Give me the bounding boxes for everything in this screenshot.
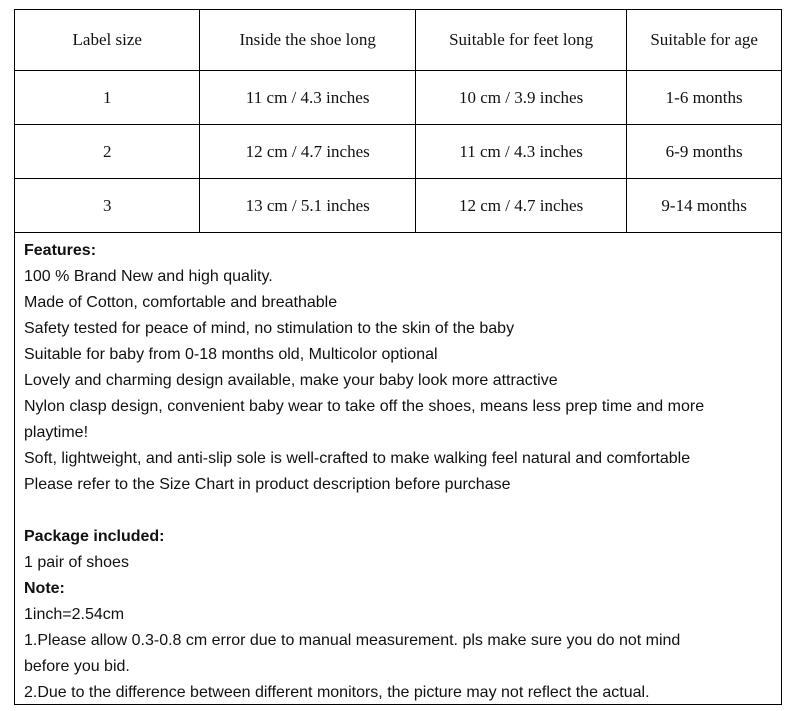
product-description: [14, 9, 782, 705]
note-item: 1.Please allow 0.3-0.8 cm error due to manual measurement. pls make sure you do not mind: [24, 632, 681, 649]
header-label-size: Label size: [15, 10, 200, 71]
table-row: [15, 71, 782, 125]
table-row: [15, 125, 782, 179]
spacer: [24, 498, 776, 524]
package-item: 1 pair of shoes: [24, 554, 129, 571]
feature-item: Soft, lightweight, and anti-slip sole is well-crafted to make walking feel natural and comfortable: [24, 450, 691, 467]
cell-label-size: 3: [15, 179, 200, 233]
note-heading: Note:: [24, 580, 65, 597]
cell-feet-long: 12 cm / 4.7 inches: [415, 179, 626, 233]
size-chart-table: [14, 9, 782, 233]
description-text: [24, 238, 776, 706]
cell-label-size: 2: [15, 125, 200, 179]
note-item: 1inch=2.54cm: [24, 606, 125, 623]
feature-item: Please refer to the Size Chart in product description before purchase: [24, 476, 511, 493]
feature-item: 100 % Brand New and high quality.: [24, 268, 273, 285]
feature-item: playtime!: [24, 424, 89, 441]
note-item: before you bid.: [24, 658, 130, 675]
table-row: [15, 179, 782, 233]
table-header-row: [15, 10, 782, 71]
feature-item: Made of Cotton, comfortable and breathable: [24, 294, 338, 311]
header-age: Suitable for age: [627, 10, 782, 71]
cell-age: 1-6 months: [627, 71, 782, 125]
cell-inside-shoe-long: 13 cm / 5.1 inches: [200, 179, 415, 233]
package-heading: Package included:: [24, 528, 165, 545]
note-item: 2.Due to the difference between different monitors, the picture may not reflect the actual.: [24, 684, 650, 701]
cell-feet-long: 11 cm / 4.3 inches: [415, 125, 626, 179]
cell-inside-shoe-long: 11 cm / 4.3 inches: [200, 71, 415, 125]
features-heading: Features:: [24, 242, 97, 259]
cell-feet-long: 10 cm / 3.9 inches: [415, 71, 626, 125]
feature-item: Suitable for baby from 0-18 months old, Multicolor optional: [24, 346, 438, 363]
feature-item: Nylon clasp design, convenient baby wear to take off the shoes, means less prep time and more: [24, 398, 705, 415]
cell-age: 6-9 months: [627, 125, 782, 179]
feature-item: Lovely and charming design available, make your baby look more attractive: [24, 372, 558, 389]
cell-label-size: 1: [15, 71, 200, 125]
cell-age: 9-14 months: [627, 179, 782, 233]
cell-inside-shoe-long: 12 cm / 4.7 inches: [200, 125, 415, 179]
header-inside-shoe-long: Inside the shoe long: [200, 10, 415, 71]
feature-item: Safety tested for peace of mind, no stimulation to the skin of the baby: [24, 320, 515, 337]
header-feet-long: Suitable for feet long: [415, 10, 626, 71]
